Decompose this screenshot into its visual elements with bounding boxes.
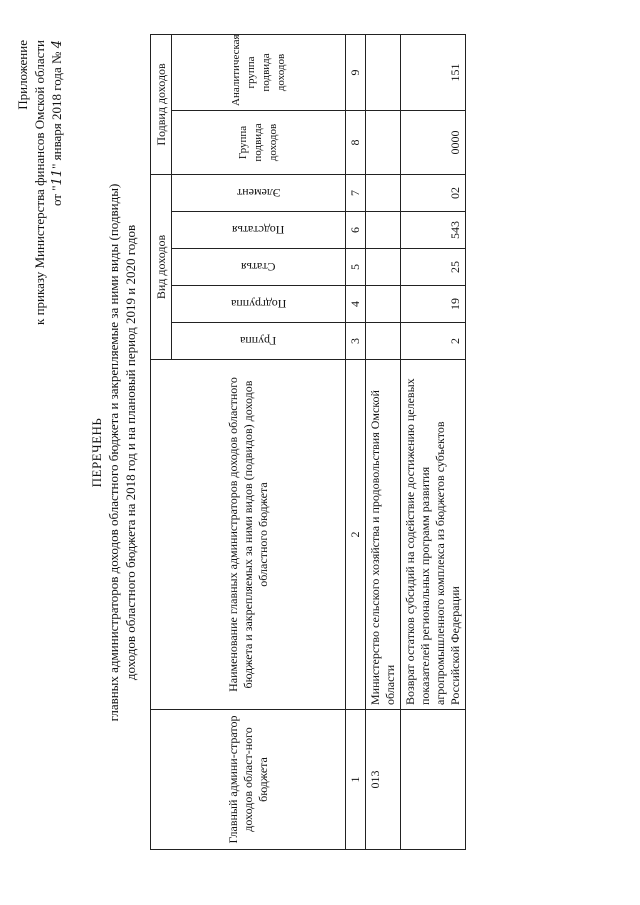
header-podvid-group	[151, 34, 172, 174]
col-number-2: 2	[346, 360, 366, 710]
header-vid-col-3: Статья	[241, 260, 276, 275]
row-2-subarticle: 543	[401, 212, 466, 249]
header-vid-subgroup-col	[172, 286, 346, 323]
header-vid-col-1: Группа	[240, 334, 277, 349]
header-podvid-group-text: Подвид доходов	[153, 63, 168, 146]
header-vid-article-col	[172, 249, 346, 286]
table-row	[401, 34, 466, 849]
header-podvid-col-2-text: Аналитическая группа подвида доходов	[229, 34, 287, 106]
appendix-title: Приложение	[15, 40, 30, 110]
header-vid-group	[151, 174, 172, 359]
appendix-order-ref: к приказу Министерства финансов Омской области	[32, 40, 47, 325]
header-name	[151, 360, 346, 710]
handwritten-number: 4	[50, 40, 65, 49]
header-admin	[151, 710, 346, 850]
header-vid-col-5: Элемент	[236, 186, 281, 201]
col-number-1: 1	[346, 710, 366, 850]
row-1-empty-4	[366, 286, 401, 323]
row-2-subgroup: 19	[401, 286, 466, 323]
row-2-name: Возврат остатков субсидий на содействие достижению целевых показателей региональных программ развития агропромышленного комплекса из бюджетов субъектов Российской Федерации	[401, 360, 466, 710]
appendix-block	[14, 40, 66, 325]
header-vid-element-col	[172, 174, 346, 211]
header-vid-group-col	[172, 323, 346, 360]
header-vid-group-text: Вид доходов	[153, 234, 168, 300]
header-podvid-col-1	[172, 110, 346, 174]
header-row-1	[151, 34, 172, 849]
row-1-empty-8	[366, 110, 401, 174]
document-title	[88, 150, 139, 755]
col-number-7: 7	[346, 174, 366, 211]
table-row	[366, 34, 401, 849]
row-1-empty-3	[366, 323, 401, 360]
header-vid-subarticle-col	[172, 212, 346, 249]
row-1-empty-7	[366, 174, 401, 211]
date-prefix: от "	[49, 185, 64, 207]
row-1-empty-9	[366, 34, 401, 110]
header-podvid-col-1-text: Группа подвида доходов	[237, 123, 279, 162]
appendix-date-line	[48, 40, 66, 325]
row-2-group: 2	[401, 323, 466, 360]
date-middle: " января 2018 года №	[49, 51, 64, 169]
header-podvid-col-2	[172, 34, 346, 110]
row-2-analytic-group: 151	[401, 34, 466, 110]
revenue-table	[150, 34, 466, 850]
col-number-9: 9	[346, 34, 366, 110]
col-number-3: 3	[346, 323, 366, 360]
row-1-empty-5	[366, 249, 401, 286]
row-2-admin-code	[401, 710, 466, 850]
col-number-4: 4	[346, 286, 366, 323]
col-number-5: 5	[346, 249, 366, 286]
title-heading: ПЕРЕЧЕНЬ	[89, 417, 104, 488]
row-2-element: 02	[401, 174, 466, 211]
handwritten-day: 11	[50, 168, 65, 186]
row-1-empty-6	[366, 212, 401, 249]
header-vid-col-2: Подгруппа	[230, 297, 287, 312]
row-1-name: Министерство сельского хозяйства и продовольствия Омской области	[366, 360, 401, 710]
row-1-admin-code: 013	[366, 710, 401, 850]
row-2-article: 25	[401, 249, 466, 286]
header-admin-text: Главный админи-стратор доходов област-ного бюджета	[225, 715, 270, 844]
title-line-3: доходов областного бюджета на 2018 год и на плановый период 2019 и 2020 годов	[123, 224, 138, 681]
header-name-text: Наименование главных администраторов доходов областного бюджета и закрепляемых за ними видов (подвидов) доходов областного бюджета	[225, 377, 270, 692]
col-number-8: 8	[346, 110, 366, 174]
row-2-podvid-group: 0000	[401, 110, 466, 174]
column-number-row	[346, 34, 366, 849]
header-vid-col-4: Подстатья	[232, 223, 285, 238]
title-line-2: главных администраторов доходов областного бюджета и закрепляемые за ними виды (подвиды)	[106, 183, 121, 722]
col-number-6: 6	[346, 212, 366, 249]
